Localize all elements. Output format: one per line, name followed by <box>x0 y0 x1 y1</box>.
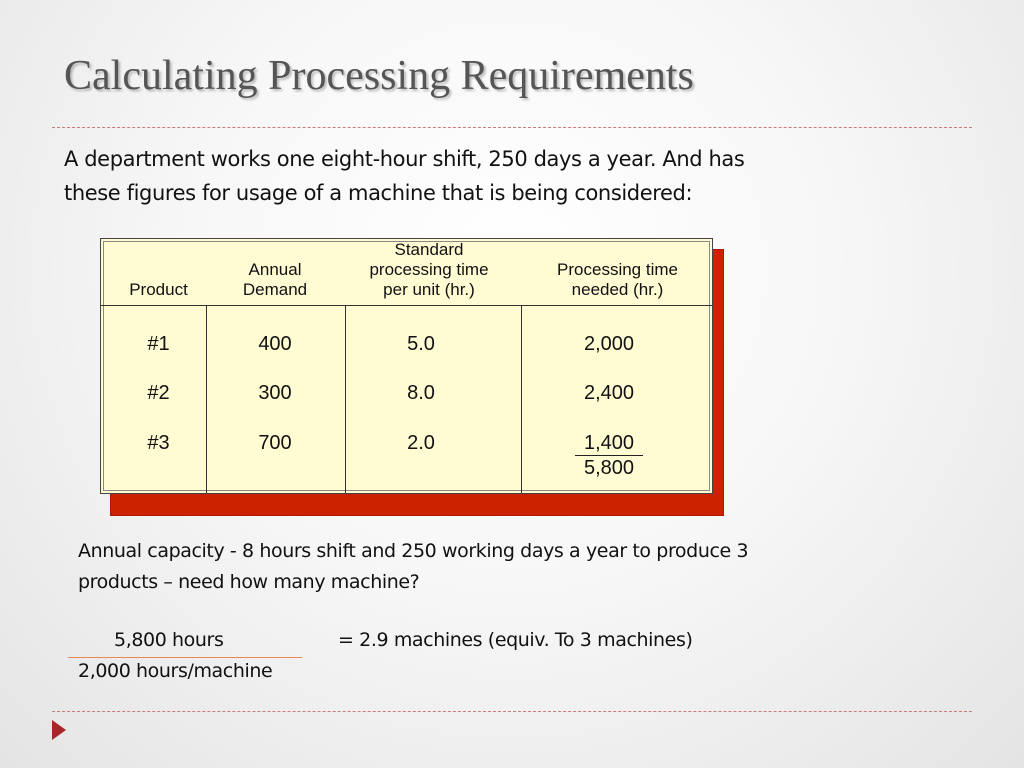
header-time-needed-line-2: needed (hr.) <box>571 280 664 299</box>
header-time-needed-line-1: Processing time <box>557 260 678 279</box>
capacity-question <box>78 536 878 598</box>
slide-title: Calculating Processing Requirements <box>64 53 694 99</box>
header-annual-demand <box>216 260 334 300</box>
cell-std-time: 5.0 <box>407 333 435 355</box>
cell-demand: 700 <box>258 432 292 454</box>
cell-time-needed: 2,400 <box>583 382 635 404</box>
cell-product: #1 <box>147 333 170 355</box>
cell-std-time: 8.0 <box>407 382 435 404</box>
fraction-numerator: 5,800 hours <box>114 629 224 651</box>
play-arrow-icon[interactable] <box>52 720 66 740</box>
sum-underline <box>575 455 643 456</box>
intro-text <box>64 142 884 210</box>
header-time-needed <box>523 260 712 300</box>
header-standard-time-line-3: per unit (hr.) <box>383 280 475 299</box>
bottom-divider <box>52 711 972 712</box>
cell-time-needed: 1,400 <box>583 432 635 454</box>
header-standard-time-line-1: Standard <box>394 240 464 259</box>
header-divider <box>101 305 712 306</box>
column-divider <box>521 306 522 493</box>
fraction-denominator: 2,000 hours/machine <box>78 660 273 682</box>
fraction-bar <box>68 657 302 658</box>
header-standard-time-line-2: processing time <box>369 260 489 279</box>
cell-std-time: 2.0 <box>407 432 435 454</box>
machines-result: = 2.9 machines (equiv. To 3 machines) <box>338 629 693 651</box>
cell-total: 5,800 <box>583 457 635 479</box>
header-product: Product <box>129 280 188 299</box>
header-annual-demand-line-1: Annual <box>248 260 302 279</box>
capacity-line-2: products – need how many machine? <box>78 571 420 593</box>
header-annual-demand-line-2: Demand <box>242 280 308 299</box>
cell-demand: 400 <box>258 333 292 355</box>
capacity-line-1: Annual capacity - 8 hours shift and 250 working days a year to produce 3 <box>78 540 749 562</box>
header-standard-time <box>344 240 514 300</box>
cell-product: #3 <box>147 432 170 454</box>
cell-demand: 300 <box>258 382 292 404</box>
cell-product: #2 <box>147 382 170 404</box>
intro-line-1: A department works one eight-hour shift, 250 days a year. And has <box>64 147 745 171</box>
top-divider <box>52 127 972 128</box>
cell-time-needed: 2,000 <box>583 333 635 355</box>
processing-table <box>100 238 713 494</box>
intro-line-2: these figures for usage of a machine that is being considered: <box>64 181 693 205</box>
